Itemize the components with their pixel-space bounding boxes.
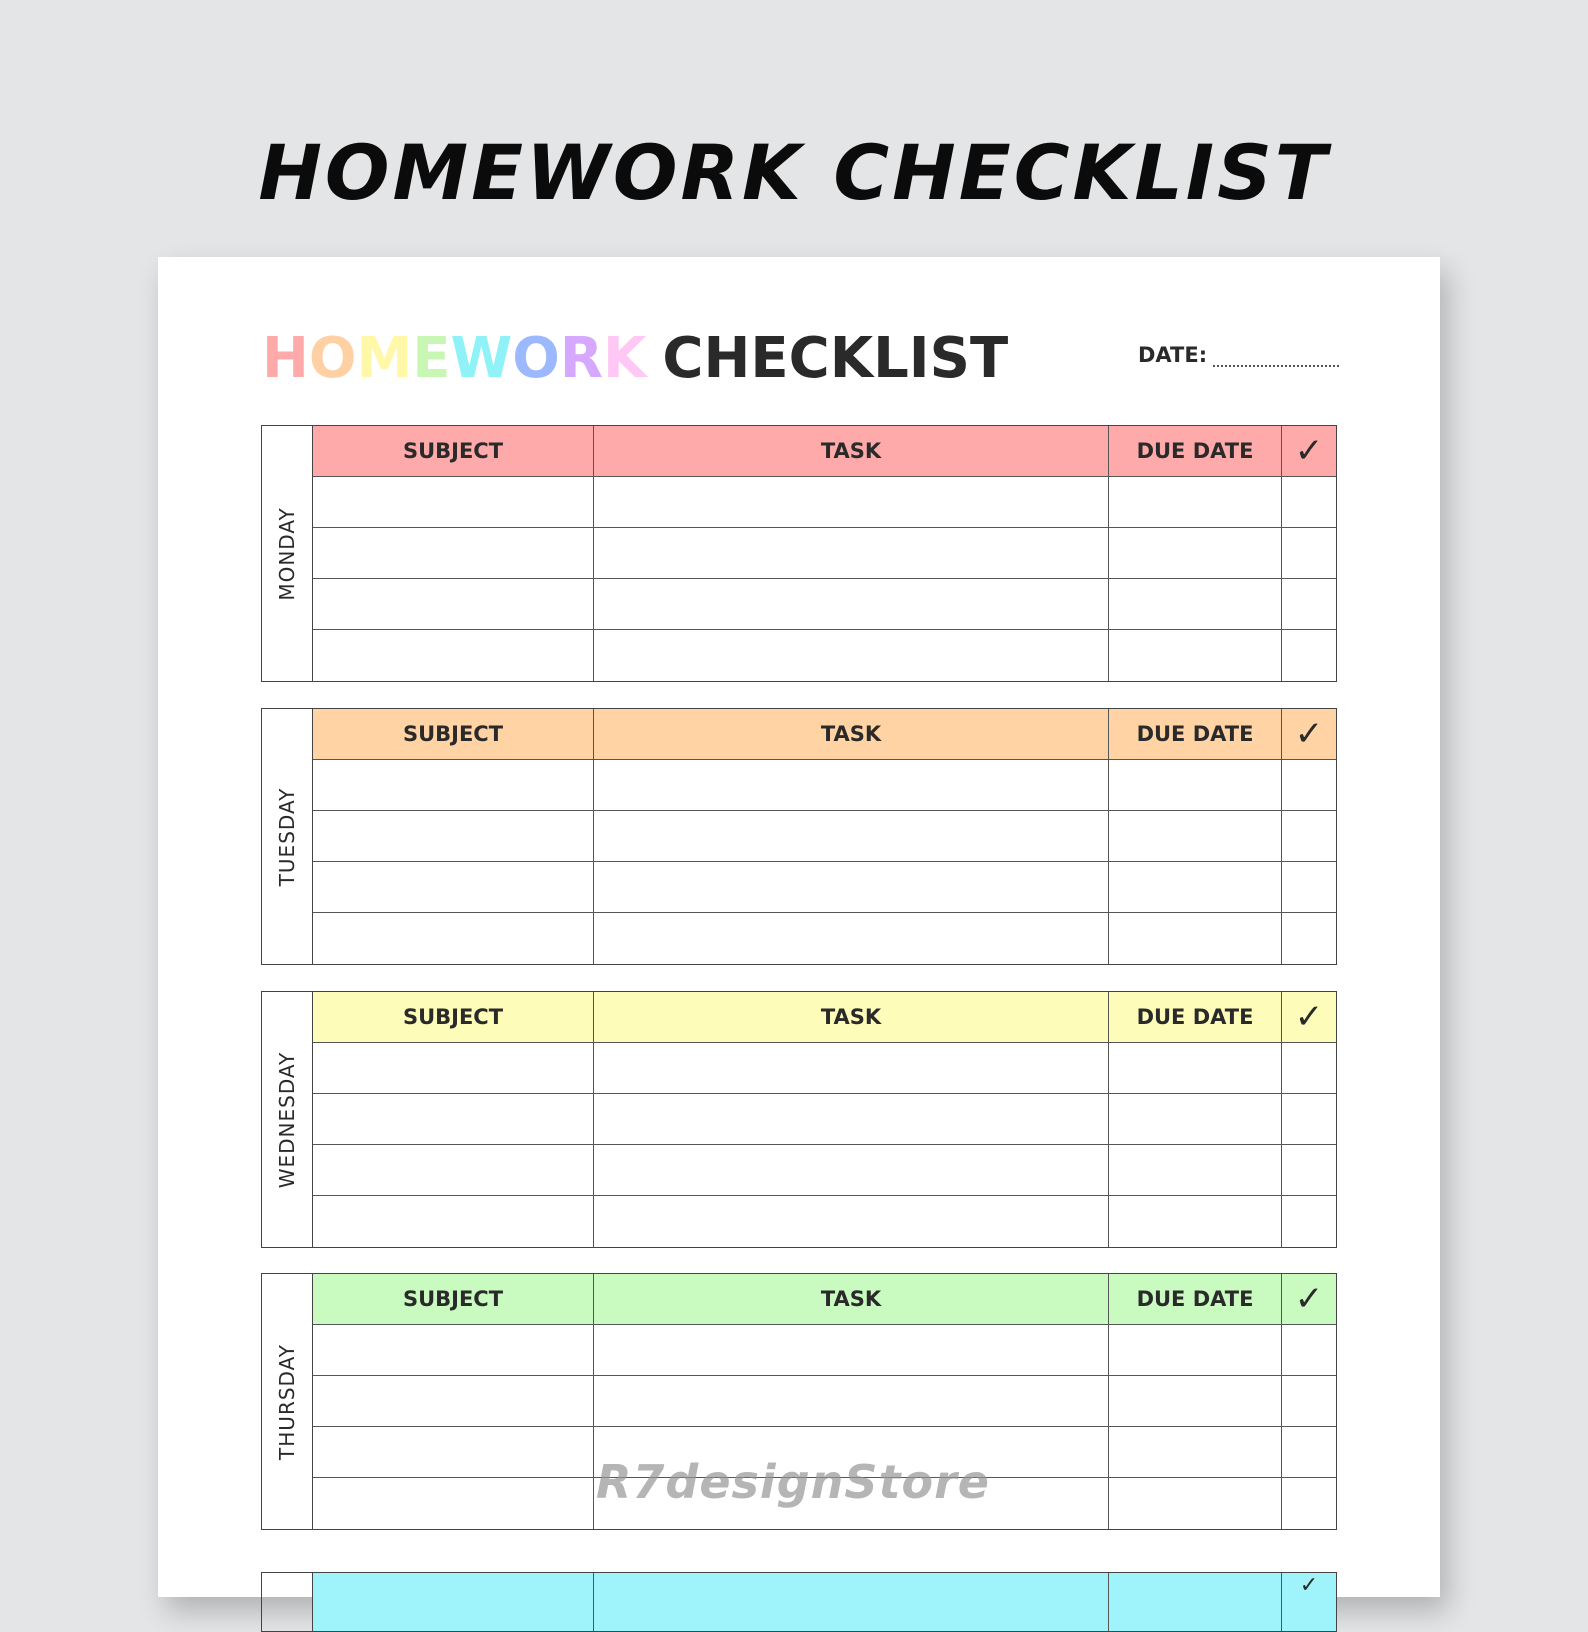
document-title-colored <box>262 326 646 391</box>
table-row <box>313 811 1336 862</box>
column-header-done: ✓ <box>1294 1279 1324 1319</box>
task-cell[interactable] <box>594 1094 1109 1144</box>
due-date-cell[interactable] <box>1109 1325 1282 1375</box>
column-header-subject: SUBJECT <box>313 992 594 1042</box>
table-row <box>313 1376 1336 1427</box>
checkbox-cell[interactable] <box>1282 630 1336 681</box>
due-date-cell[interactable] <box>1109 862 1282 912</box>
subject-cell[interactable] <box>313 1325 594 1375</box>
due-date-cell[interactable] <box>1109 913 1282 964</box>
column-header-done: ✓ <box>1294 997 1324 1037</box>
day-grid <box>313 992 1336 1247</box>
day-table-monday <box>261 425 1337 682</box>
day-grid <box>313 426 1336 681</box>
subject-cell[interactable] <box>313 1478 594 1529</box>
due-date-cell[interactable] <box>1109 1478 1282 1529</box>
checkbox-cell[interactable] <box>1282 1427 1336 1477</box>
day-label: THURSDAY <box>275 1343 299 1460</box>
task-cell[interactable] <box>594 1196 1109 1247</box>
header-row <box>313 1274 1336 1325</box>
document-title-letter: H <box>262 326 309 391</box>
checkbox-cell[interactable] <box>1282 862 1336 912</box>
day-label: TUESDAY <box>275 787 299 886</box>
table-row <box>313 760 1336 811</box>
table-row <box>313 477 1336 528</box>
column-header-done: ✓ <box>1294 714 1324 754</box>
document-title-letter: E <box>412 326 451 391</box>
column-header-subject <box>313 1573 594 1631</box>
checkbox-cell[interactable] <box>1282 1325 1336 1375</box>
due-date-cell[interactable] <box>1109 1376 1282 1426</box>
task-cell[interactable] <box>594 1325 1109 1375</box>
day-label-cell <box>262 709 313 964</box>
due-date-cell[interactable] <box>1109 630 1282 681</box>
checkbox-cell[interactable] <box>1282 1094 1336 1144</box>
subject-cell[interactable] <box>313 862 594 912</box>
column-header-subject: SUBJECT <box>313 1274 594 1324</box>
checkbox-cell[interactable] <box>1282 1043 1336 1093</box>
column-header-task: TASK <box>594 1274 1109 1324</box>
column-header-task: TASK <box>594 426 1109 476</box>
day-table-partial <box>261 1572 1337 1632</box>
subject-cell[interactable] <box>313 1376 594 1426</box>
header-row <box>313 992 1336 1043</box>
table-row <box>313 630 1336 681</box>
subject-cell[interactable] <box>313 579 594 629</box>
due-date-cell[interactable] <box>1109 811 1282 861</box>
subject-cell[interactable] <box>313 1145 594 1195</box>
task-cell[interactable] <box>594 477 1109 527</box>
column-header-done: ✓ <box>1299 1573 1319 1598</box>
due-date-cell[interactable] <box>1109 1427 1282 1477</box>
due-date-cell[interactable] <box>1109 528 1282 578</box>
task-cell[interactable] <box>594 579 1109 629</box>
header-row <box>313 709 1336 760</box>
day-table-wednesday <box>261 991 1337 1248</box>
watermark: R7designStore <box>596 1455 990 1509</box>
day-label-cell <box>262 1274 313 1529</box>
due-date-cell[interactable] <box>1109 1094 1282 1144</box>
checkbox-cell[interactable] <box>1282 1145 1336 1195</box>
header-row <box>313 426 1336 477</box>
subject-cell[interactable] <box>313 760 594 810</box>
date-label: DATE: <box>1138 343 1208 367</box>
document-title-letter: O <box>512 326 560 391</box>
checkbox-cell[interactable] <box>1282 913 1336 964</box>
table-row <box>313 862 1336 913</box>
column-header-subject: SUBJECT <box>313 426 594 476</box>
day-label: MONDAY <box>275 506 299 601</box>
table-row <box>313 579 1336 630</box>
table-row <box>313 528 1336 579</box>
day-grid <box>313 1573 1336 1631</box>
date-field[interactable] <box>1138 343 1339 367</box>
checklist-page <box>158 257 1440 1597</box>
table-row <box>313 1043 1336 1094</box>
task-cell[interactable] <box>594 1043 1109 1093</box>
task-cell[interactable] <box>594 760 1109 810</box>
date-line[interactable] <box>1213 347 1339 367</box>
document-title-letter: O <box>308 326 357 391</box>
subject-cell[interactable] <box>313 811 594 861</box>
document-title <box>262 323 1008 395</box>
task-cell[interactable] <box>594 811 1109 861</box>
column-header-due-date: DUE DATE <box>1109 992 1282 1042</box>
subject-cell[interactable] <box>313 1427 594 1477</box>
document-title-letter: W <box>450 326 513 391</box>
task-cell[interactable] <box>594 528 1109 578</box>
column-header-done: ✓ <box>1294 431 1324 471</box>
table-row <box>313 913 1336 964</box>
task-cell[interactable] <box>594 913 1109 964</box>
checkbox-cell[interactable] <box>1282 1196 1336 1247</box>
subject-cell[interactable] <box>313 630 594 681</box>
document-title-letter: M <box>356 326 413 391</box>
due-date-cell[interactable] <box>1109 1043 1282 1093</box>
subject-cell[interactable] <box>313 1043 594 1093</box>
header-row <box>313 1573 1336 1631</box>
subject-cell[interactable] <box>313 477 594 527</box>
document-title-rest: CHECKLIST <box>662 326 1009 391</box>
subject-cell[interactable] <box>313 1196 594 1247</box>
day-grid <box>313 709 1336 964</box>
task-cell[interactable] <box>594 862 1109 912</box>
document-title-letter: K <box>603 326 647 391</box>
column-header-task <box>594 1573 1109 1631</box>
day-label: WEDNESDAY <box>275 1051 299 1188</box>
checkbox-cell[interactable] <box>1282 579 1336 629</box>
subject-cell[interactable] <box>313 1094 594 1144</box>
column-header-due-date: DUE DATE <box>1109 1274 1282 1324</box>
due-date-cell[interactable] <box>1109 1196 1282 1247</box>
checkbox-cell[interactable] <box>1282 528 1336 578</box>
column-header-due-date: DUE DATE <box>1109 709 1282 759</box>
day-table-tuesday <box>261 708 1337 965</box>
due-date-cell[interactable] <box>1109 760 1282 810</box>
table-row <box>313 1094 1336 1145</box>
column-header-due-date: DUE DATE <box>1109 426 1282 476</box>
banner-title: HOMEWORK CHECKLIST <box>258 128 1330 217</box>
due-date-cell[interactable] <box>1109 477 1282 527</box>
subject-cell[interactable] <box>313 913 594 964</box>
task-cell[interactable] <box>594 1145 1109 1195</box>
due-date-cell[interactable] <box>1109 1145 1282 1195</box>
task-cell[interactable] <box>594 1376 1109 1426</box>
checkbox-cell[interactable] <box>1282 477 1336 527</box>
checkbox-cell[interactable] <box>1282 1478 1336 1529</box>
table-row <box>313 1325 1336 1376</box>
column-header-subject: SUBJECT <box>313 709 594 759</box>
task-cell[interactable] <box>594 630 1109 681</box>
checkbox-cell[interactable] <box>1282 760 1336 810</box>
document-title-letter: R <box>559 326 603 391</box>
column-header-due-date <box>1109 1573 1282 1631</box>
day-label-cell <box>262 1573 313 1631</box>
subject-cell[interactable] <box>313 528 594 578</box>
checkbox-cell[interactable] <box>1282 1376 1336 1426</box>
day-label-cell <box>262 426 313 681</box>
checkbox-cell[interactable] <box>1282 811 1336 861</box>
day-label-cell <box>262 992 313 1247</box>
due-date-cell[interactable] <box>1109 579 1282 629</box>
column-header-task: TASK <box>594 992 1109 1042</box>
column-header-task: TASK <box>594 709 1109 759</box>
table-row <box>313 1145 1336 1196</box>
table-row <box>313 1196 1336 1247</box>
